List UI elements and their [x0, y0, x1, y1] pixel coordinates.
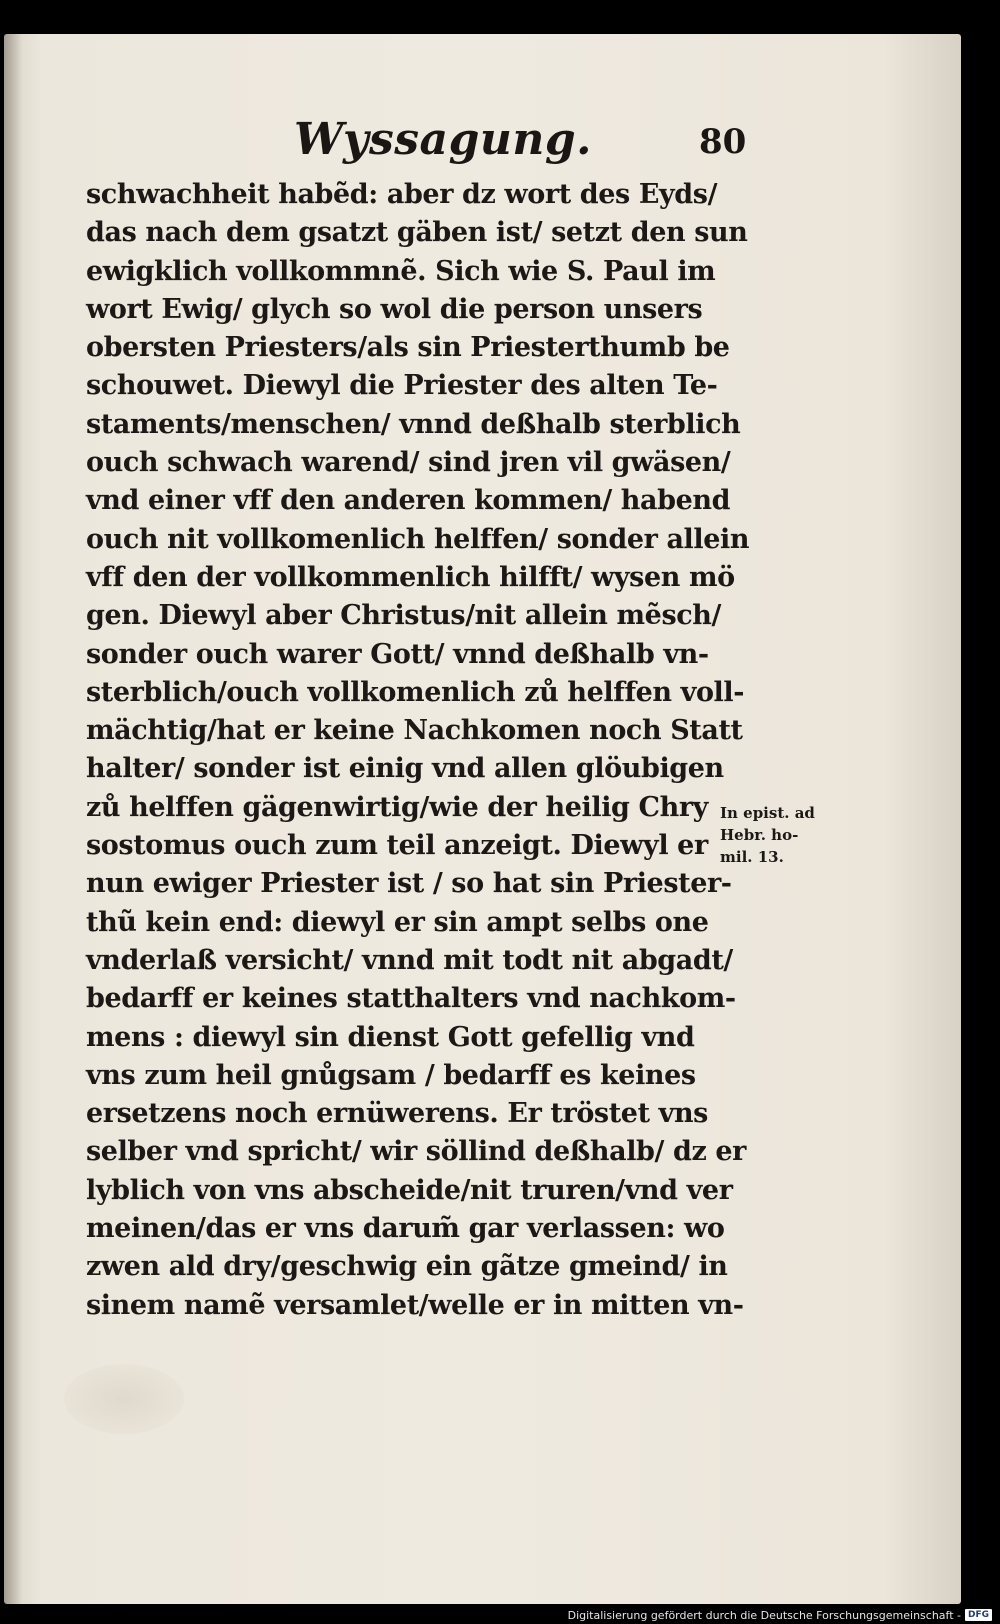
text-line: vff den der vollkommenlich hilfft/ wysen mö	[86, 561, 735, 593]
text-line: thũ kein end: diewyl er sin ampt selbs one	[86, 906, 709, 938]
marginal-note-line: mil. 13.	[720, 848, 784, 866]
gutter-shadow	[4, 34, 22, 1604]
text-line: vnd einer vff den anderen kommen/ habend	[86, 485, 731, 517]
text-line: lyblich von vns abscheide/nit truren/vnd ver	[86, 1174, 733, 1206]
text-line: halter/ sonder ist einig vnd allen glöubigen	[86, 753, 724, 785]
text-line: staments/menschen/ vnnd deßhalb sterblich	[86, 408, 741, 440]
book-page	[4, 34, 961, 1604]
text-line: zwen ald dry/geschwig ein gãtze gmeind/ in	[86, 1251, 728, 1283]
paper-stain	[64, 1364, 184, 1434]
text-line: vnderlaß versicht/ vnnd mit todt nit abgadt/	[86, 944, 733, 976]
text-line: mens : diewyl sin dienst Gott gefellig vnd	[86, 1021, 695, 1053]
text-line: sostomus ouch zum teil anzeigt. Diewyl er	[86, 830, 708, 862]
text-line: sinem namẽ versamlet/welle er in mitten vn-	[86, 1289, 744, 1321]
text-line: das nach dem gsatzt gäben ist/ setzt den sun	[86, 217, 748, 249]
text-line: schwachheit habẽd: aber dz wort des Eyds/	[86, 179, 718, 210]
body-text	[86, 176, 750, 1325]
text-line: wort Ewig/ glych so wol die person unsers	[86, 293, 703, 325]
funding-credit: Digitalisierung gefördert durch die Deutsche Forschungsgemeinschaft -	[567, 1608, 961, 1622]
page-number: 80	[699, 122, 747, 162]
text-line: selber vnd spricht/ wir söllind deßhalb/ dz er	[86, 1136, 747, 1168]
text-line: obersten Priesters/als sin Priesterthumb be	[86, 332, 730, 364]
marginal-note-line: Hebr. ho-	[720, 826, 799, 844]
text-line: sterblich/ouch vollkomenlich zů helffen voll-	[86, 676, 745, 708]
text-line: meinen/das er vns darum̃ gar verlassen: wo	[86, 1213, 725, 1245]
text-line: bedarff er keines statthalters vnd nachkom-	[86, 983, 736, 1015]
text-line: sonder ouch warer Gott/ vnnd deßhalb vn-	[86, 638, 709, 670]
marginal-note-line: In epist. ad	[720, 804, 815, 822]
text-line: mächtig/hat er keine Nachkomen noch Statt	[86, 715, 743, 747]
running-head: Wyssagung.	[294, 114, 592, 165]
dfg-logo-icon: DFG	[965, 1609, 992, 1621]
text-line: nun ewiger Priester ist / so hat sin Priester-	[86, 868, 732, 900]
text-line: schouwet. Diewyl die Priester des alten Te-	[86, 370, 718, 402]
text-line: vns zum heil gnůgsam / bedarff es keines	[86, 1059, 696, 1091]
text-line: ewigklich vollkommnẽ. Sich wie S. Paul im	[86, 255, 716, 287]
text-line: ouch nit vollkomenlich helffen/ sonder allein	[86, 523, 750, 555]
text-line: gen. Diewyl aber Christus/nit allein mẽsch/	[86, 600, 721, 632]
text-line: zů helffen gägenwirtig/wie der heilig Chry	[86, 791, 708, 823]
text-line: ouch schwach warend/ sind jren vil gwäsen/	[86, 447, 731, 479]
text-line: ersetzens noch ernüwerens. Er tröstet vns	[86, 1098, 708, 1130]
digitization-footer	[568, 1606, 992, 1624]
marginal-note	[720, 802, 860, 868]
